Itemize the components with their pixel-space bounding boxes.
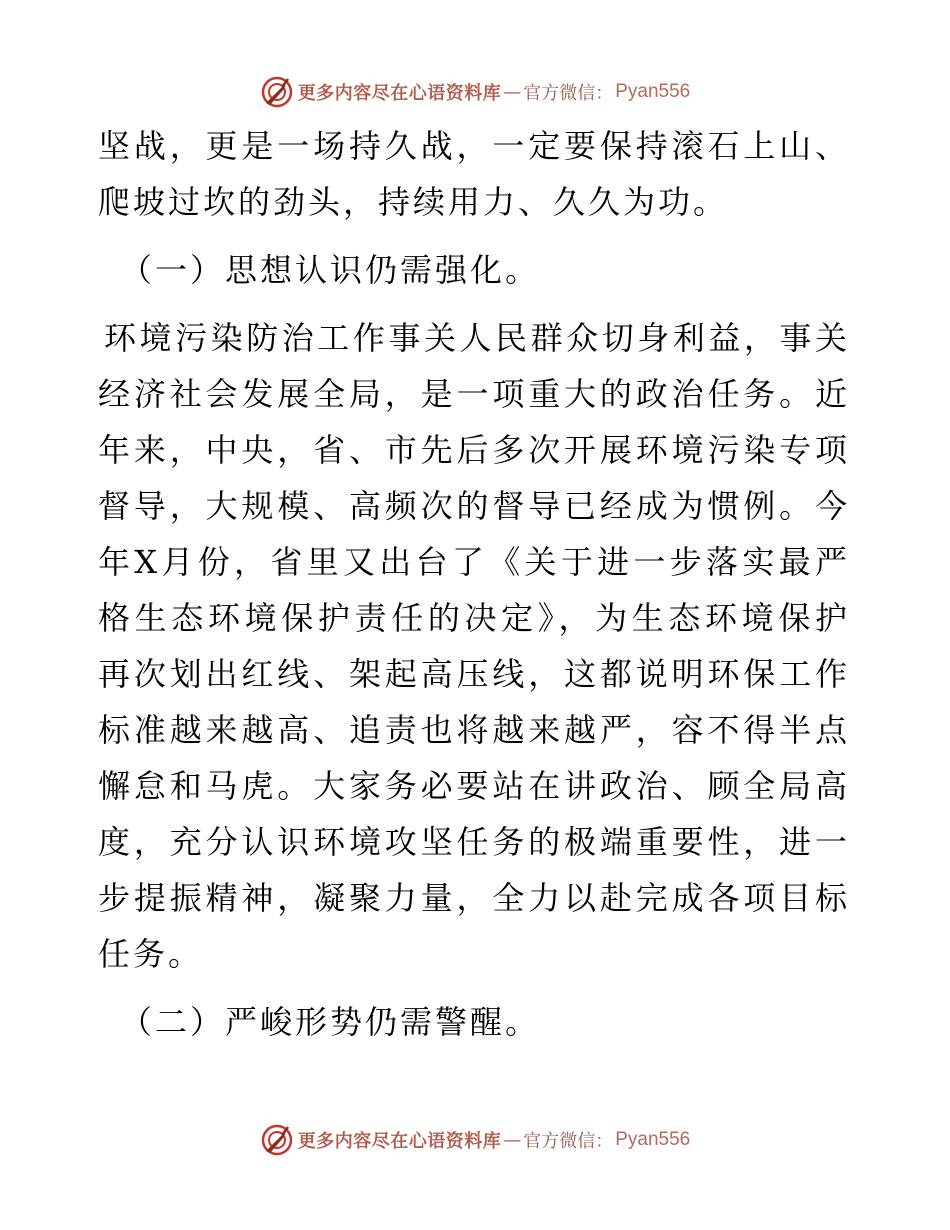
watermark-wechat-label: 官方微信：	[523, 83, 614, 104]
logo-icon	[260, 1123, 294, 1157]
section-heading-1: （一）思想认识仍需强化。	[120, 251, 541, 289]
watermark-brand: 更多内容尽在心语资料库	[297, 83, 502, 104]
header-watermark	[0, 72, 950, 112]
watermark-separator: —	[503, 1129, 522, 1151]
watermark-wechat-id: Pyan556	[615, 1129, 691, 1150]
footer-watermark	[0, 1120, 950, 1160]
paragraph-1: 环境污染防治工作事关人民群众切身利益，事关经济社会发展全局，是一项重大的政治任务。近年来，中央，省、市先后多次开展环境污染专项督导，大规模、高频次的督导已经成为惯例。今年X月份，省里又出台了《关于进一步落实最严格生态环境保护责任的决定》，为生态环境保护再次划出红线、架起高压线，这都说明环保工作标准越来越高、追责也将越来越严，容不得半点懈怠和马虎。大家务必要站在讲政治、顾全局高度，充分认识环境攻坚任务的极端重要性，进一步提振精神，凝聚力量，全力以赴完成各项目标任务。	[98, 319, 850, 973]
paragraph-continued: 坚战，更是一场持久战，一定要保持滚石上山、爬坡过坎的劲头，持续用力、久久为功。	[98, 127, 850, 221]
watermark-brand: 更多内容尽在心语资料库	[297, 1131, 502, 1152]
watermark-wechat-id: Pyan556	[615, 81, 691, 102]
document-body	[98, 118, 850, 1050]
section-heading-2: （二）严峻形势仍需警醒。	[120, 1003, 541, 1041]
watermark-separator: —	[503, 81, 522, 103]
logo-icon	[260, 75, 294, 109]
watermark-wechat-label: 官方微信：	[523, 1131, 614, 1152]
